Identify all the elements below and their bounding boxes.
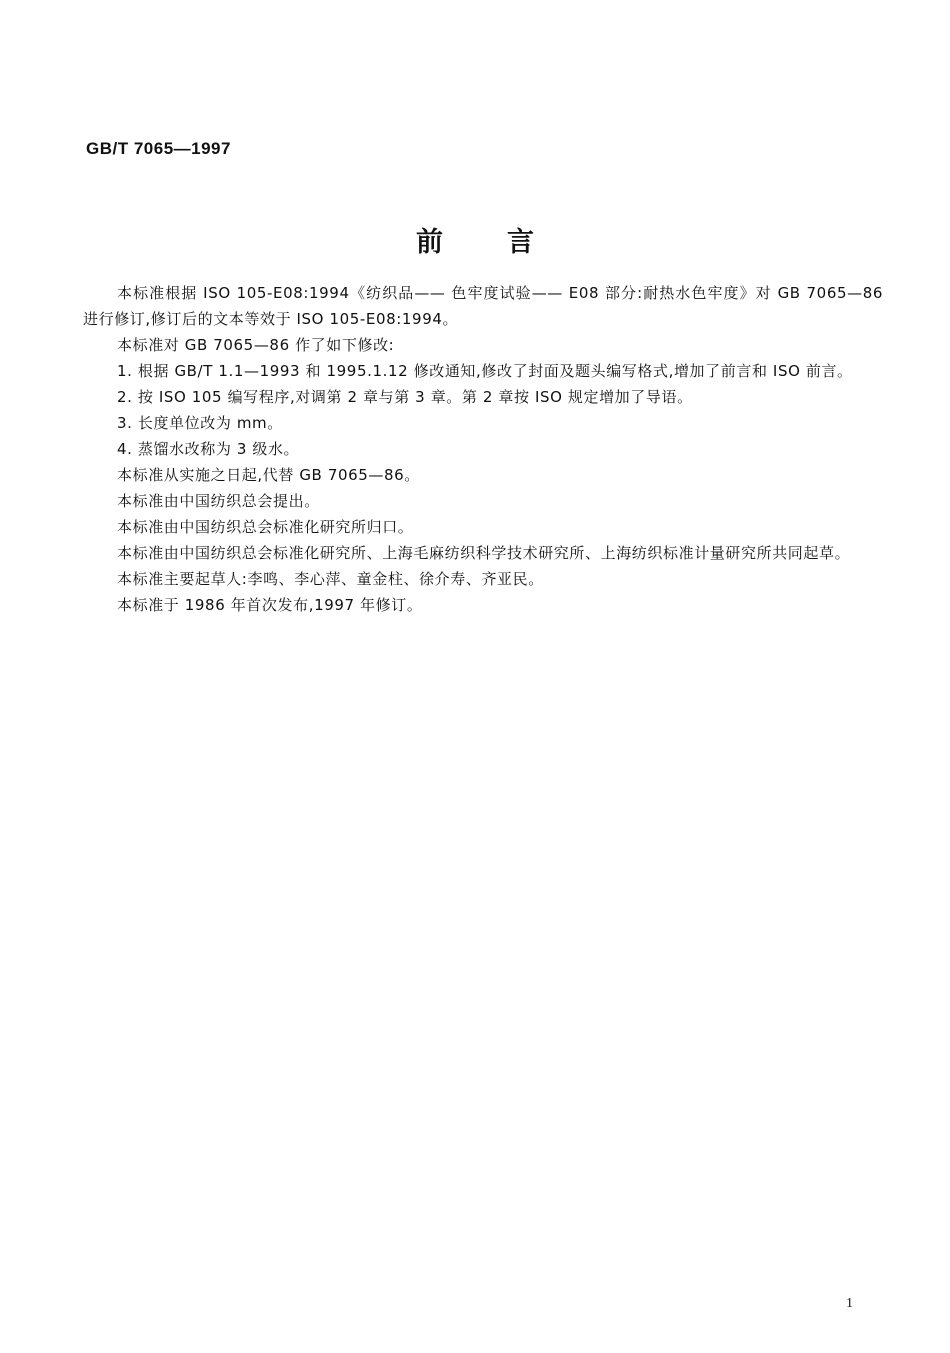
paragraph: 本标准由中国纺织总会标准化研究所、上海毛麻纺织科学技术研究所、上海纺织标准计量研究所共同起草。 — [117, 544, 851, 562]
paragraph: 4. 蒸馏水改称为 3 级水。 — [117, 440, 300, 458]
paragraph: 本标准从实施之日起,代替 GB 7065—86。 — [117, 466, 420, 484]
paragraph: 本标准由中国纺织总会标准化研究所归口。 — [117, 518, 414, 536]
document-body — [83, 280, 883, 618]
paragraph: 本标准根据 ISO 105-E08:1994《纺织品—— 色牢度试验—— E08 部分:耐热水色牢度》对 GB 7065—86进行修订,修订后的文本等效于 ISO 105-E08:1994。 — [83, 284, 883, 328]
page-title: 前言 — [416, 227, 598, 258]
paragraph: 2. 按 ISO 105 编写程序,对调第 2 章与第 3 章。第 2 章按 ISO 规定增加了导语。 — [117, 388, 693, 406]
paragraph: 3. 长度单位改为 mm。 — [117, 414, 283, 432]
paragraph: 1. 根据 GB/T 1.1—1993 和 1995.1.12 修改通知,修改了封面及题头编写格式,增加了前言和 ISO 前言。 — [117, 362, 853, 380]
page-number: 1 — [846, 1296, 853, 1311]
paragraph: 本标准于 1986 年首次发布,1997 年修订。 — [117, 596, 423, 614]
standard-number: GB/T 7065—1997 — [86, 139, 231, 158]
paragraph: 本标准主要起草人:李鸣、李心萍、童金柱、徐介寿、齐亚民。 — [117, 570, 544, 588]
paragraph: 本标准由中国纺织总会提出。 — [117, 492, 320, 510]
paragraph: 本标准对 GB 7065—86 作了如下修改: — [117, 336, 395, 354]
